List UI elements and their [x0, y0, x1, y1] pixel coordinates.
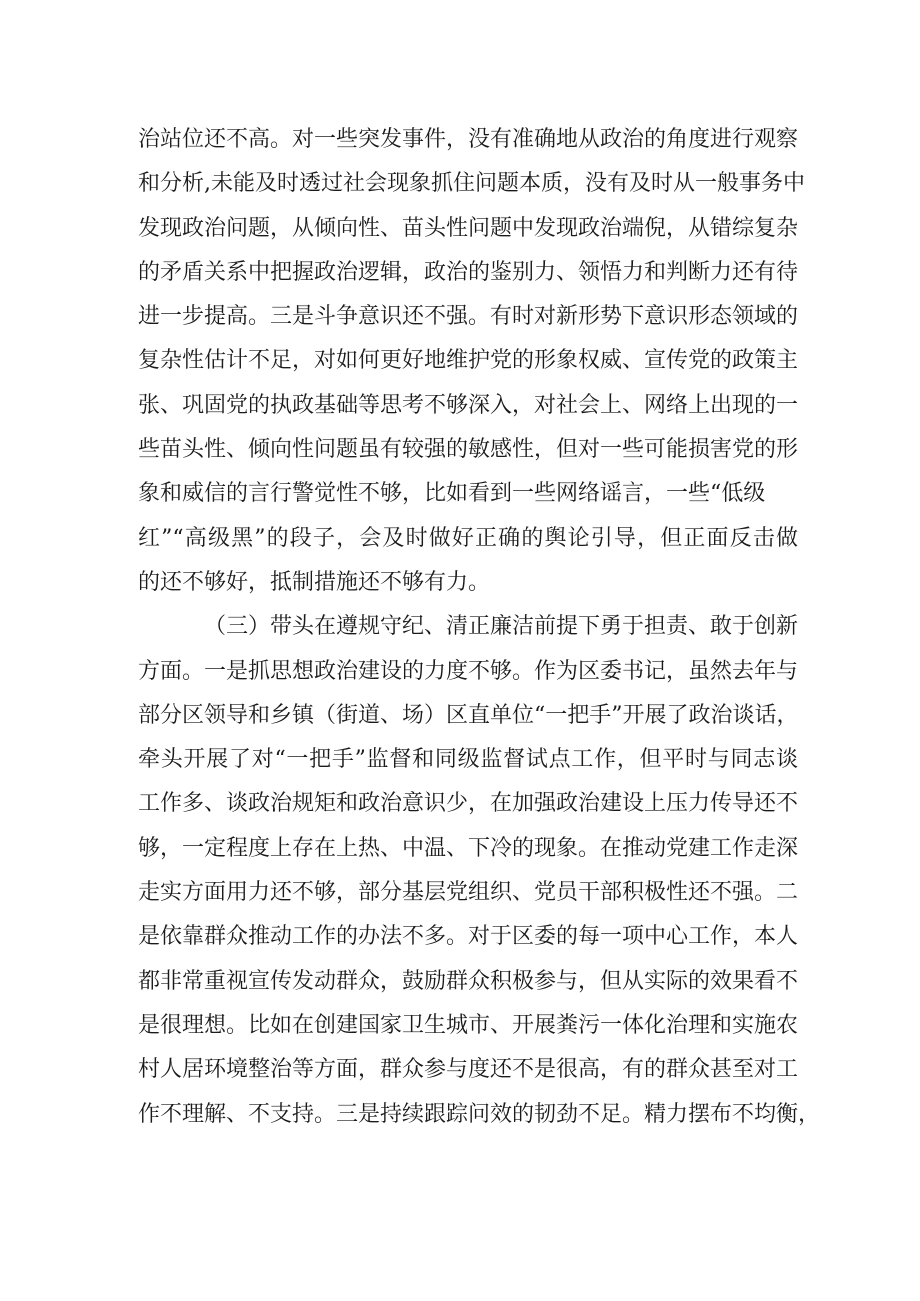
text-line: 是很理想。比如在创建国家卫生城市、开展粪污一体化治理和实施农: [138, 1012, 799, 1038]
text-line: 些苗头性、倾向性问题虽有较强的敏感性，但对一些可能损害党的形: [138, 437, 799, 463]
paragraph: [138, 118, 805, 605]
text-line: 的还不够好，抵制措施还不够有力。: [138, 569, 491, 595]
text-line: 都非常重视宣传发动群众，鼓励群众积极参与，但从实际的效果看不: [138, 968, 799, 994]
paragraph: [138, 605, 821, 1137]
text-line: 够，一定程度上存在上热、中温、下冷的现象。在推动党建工作走深: [138, 835, 799, 861]
text-line: 走实方面用力还不够，部分基层党组织、党员干部积极性还不强。二: [138, 880, 799, 906]
text-line: 的矛盾关系中把握政治逻辑，政治的鉴别力、领悟力和判断力还有待: [138, 259, 799, 285]
text-line: 发现政治问题，从倾向性、苗头性问题中发现政治端倪，从错综复杂: [138, 215, 799, 241]
text-line: 和分析,未能及时透过社会现象抓住问题本质，没有及时从一般事务中: [138, 171, 805, 197]
text-line: 象和威信的言行警觉性不够，比如看到一些网络谣言，一些“低级: [138, 481, 766, 507]
text-line: 工作多、谈政治规矩和政治意识少，在加强政治建设上压力传导还不: [138, 791, 799, 817]
document-body: [138, 118, 821, 1137]
text-line: 是依靠群众推动工作的办法不多。对于区委的每一项中心工作，本人: [138, 924, 799, 950]
text-line: 红”“高级黑”的段子，会及时做好正确的舆论引导，但正面反击做: [138, 525, 798, 551]
text-line: 复杂性估计不足，对如何更好地维护党的形象权威、宣传党的政策主: [138, 348, 799, 374]
text-line: 方面。一是抓思想政治建设的力度不够。作为区委书记，虽然去年与: [138, 658, 799, 684]
section-heading-line: （三）带头在遵规守纪、清正廉洁前提下勇于担责、敢于创新: [204, 614, 799, 640]
text-line: 村人居环境整治等方面，群众参与度还不是很高，有的群众甚至对工: [138, 1057, 799, 1083]
text-line: 治站位还不高。对一些突发事件，没有准确地从政治的角度进行观察: [138, 127, 799, 152]
text-line: 张、巩固党的执政基础等思考不够深入，对社会上、网络上出现的一: [138, 392, 799, 418]
text-line: 进一步提高。三是斗争意识还不强。有时对新形势下意识形态领域的: [138, 304, 799, 330]
text-line: 作不理解、不支持。三是持续跟踪问效的韧劲不足。精力摆布不均衡，: [138, 1101, 821, 1127]
text-line: 牵头开展了对“一把手”监督和同级监督试点工作，但平时与同志谈: [138, 747, 798, 773]
text-line: 部分区领导和乡镇（街道、场）区直单位“一把手”开展了政治谈话，: [138, 702, 799, 728]
